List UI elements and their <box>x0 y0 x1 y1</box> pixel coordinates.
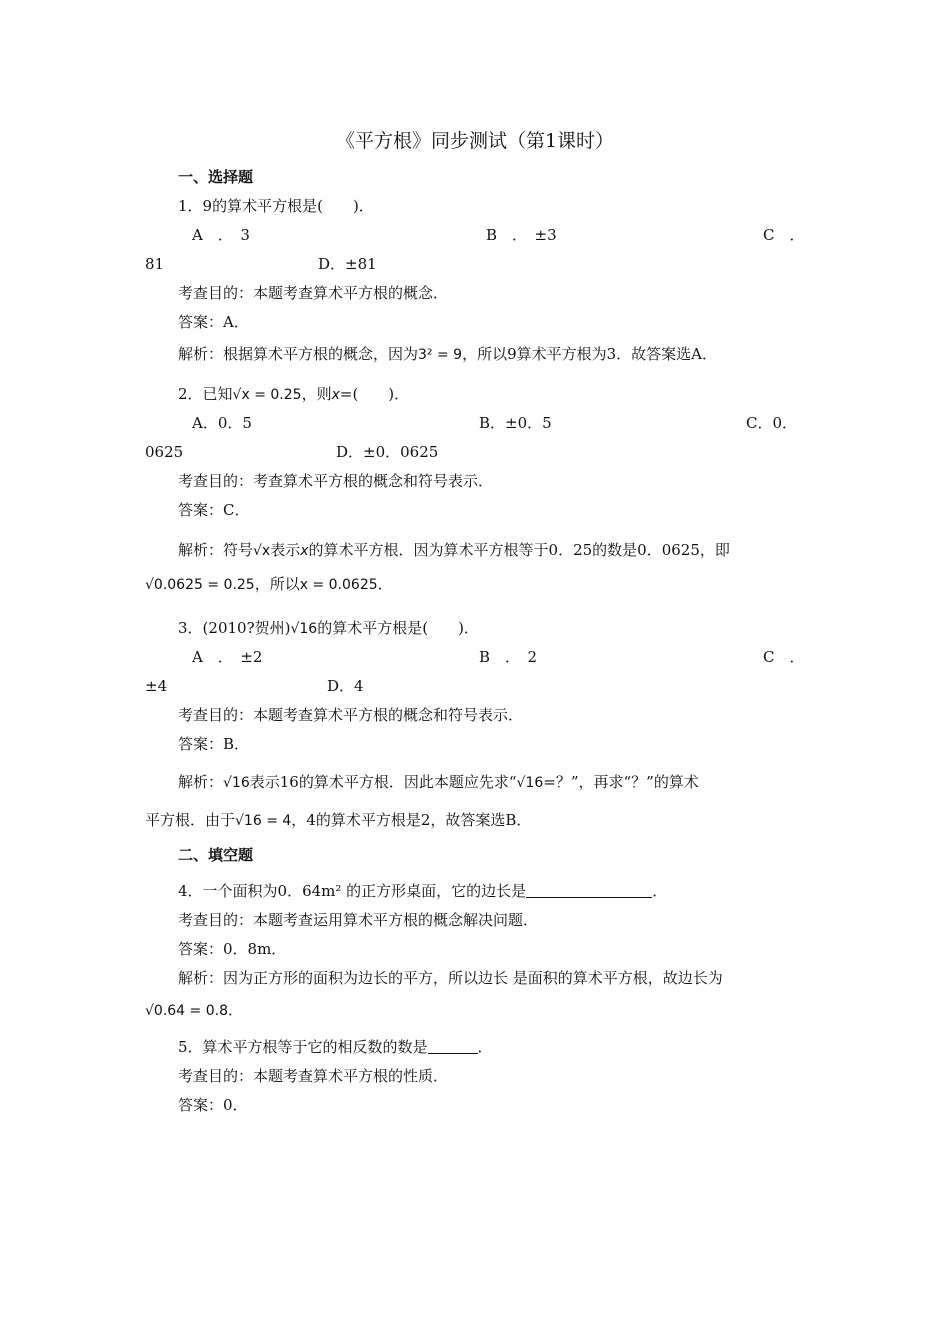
explanation-text: 解析：根据算术平方根的概念，因为 <box>178 345 419 363</box>
stem-text: 2．已知 <box>178 385 233 403</box>
stem-text: ． <box>477 1038 493 1056</box>
question-3-explanation-line2 <box>145 810 531 831</box>
question-5-answer: 答案：0． <box>178 1096 248 1114</box>
section-heading-choice: 一、选择题 <box>178 168 254 186</box>
answer-blank[interactable] <box>526 881 652 898</box>
equation-sqrt-064: √0.64 = 0.8 <box>145 1003 228 1019</box>
explanation-text: 表示16的算术平方根．因此本题应先求“ <box>249 773 517 791</box>
question-1-option-c-value: 81 <box>145 255 165 273</box>
section-heading-fill: 二、填空题 <box>178 846 254 864</box>
explanation-text: 的算术平方根．因为算术平方根等于0．25的数是0．0625，即 <box>308 541 730 559</box>
equation-sqrt-x: √x <box>253 543 271 559</box>
stem-text: 3．(2010?贺州) <box>178 619 291 637</box>
question-1-purpose: 考查目的：本题考查算术平方根的概念． <box>178 284 449 302</box>
stem-text: ． <box>652 882 668 900</box>
explanation-text: ，所以9算术平方根为3．故答案选A． <box>462 345 717 363</box>
stem-text: =( )． <box>339 385 410 403</box>
question-1-option-a: A ． 3 <box>192 226 250 244</box>
explanation-text: ． <box>377 575 393 593</box>
explanation-text: ． <box>228 1001 244 1019</box>
question-4-stem <box>178 881 667 901</box>
equation-sqrt-16: √16 <box>290 621 318 637</box>
question-4-explanation-line2 <box>145 1000 243 1021</box>
question-2-explanation-line2 <box>145 574 393 595</box>
question-1-answer: 答案：A． <box>178 313 249 331</box>
equation-x-value: x = 0.0625 <box>299 577 378 593</box>
question-1-option-b: B ． ±3 <box>486 226 557 244</box>
explanation-text: 表示 <box>270 541 301 559</box>
question-2-option-c-value: 0625 <box>145 443 184 461</box>
question-3-purpose: 考查目的：本题考查算术平方根的概念和符号表示． <box>178 706 524 724</box>
question-3-answer: 答案：B． <box>178 735 250 753</box>
question-3-option-a: A ． ±2 <box>192 648 263 666</box>
question-3-option-d: D．4 <box>327 677 364 695</box>
question-2-purpose: 考查目的：考查算术平方根的概念和符号表示． <box>178 472 494 490</box>
question-2-stem <box>178 384 409 405</box>
equation-sqrt-16-equals-4: √16 = 4 <box>235 813 292 829</box>
explanation-text: =？”，再求“？”的算术 <box>543 773 699 791</box>
question-3-explanation-line1 <box>178 772 699 793</box>
stem-text: 5．算术平方根等于它的相反数的数是 <box>178 1038 428 1056</box>
question-3-stem <box>178 618 479 639</box>
page-title: 《平方根》同步测试（第1课时） <box>335 130 615 152</box>
stem-text: ，则 <box>301 385 332 403</box>
question-2-option-d: D．±0．0625 <box>336 443 439 461</box>
equation-sqrt-16: √16 <box>516 775 544 791</box>
question-3-option-c: C ． <box>763 648 805 666</box>
explanation-text: 平方根．由于 <box>145 811 236 829</box>
question-3-option-c-value: ±4 <box>145 677 168 695</box>
question-2-explanation-line1 <box>178 540 730 561</box>
question-2-option-a: A．0．5 <box>192 414 252 432</box>
question-4-answer: 答案：0．8m． <box>178 940 287 958</box>
question-5-stem <box>178 1037 493 1057</box>
explanation-text: 解析：符号 <box>178 541 254 559</box>
equation-3-squared: 3² = 9 <box>418 347 463 363</box>
question-2-option-b: B．±0．5 <box>479 414 552 432</box>
question-4-purpose: 考查目的：本题考查运用算术平方根的概念解决问题． <box>178 911 539 929</box>
equation-sqrt-x: √x = 0.25 <box>232 387 302 403</box>
question-2-answer: 答案：C． <box>178 501 250 519</box>
variable-x: x <box>331 387 340 403</box>
equation-sqrt-0625: √0.0625 = 0.25 <box>145 577 255 593</box>
question-1-option-c: C ． <box>763 226 805 244</box>
equation-sqrt-16: √16 <box>223 775 250 791</box>
question-1-stem: 1．9的算术平方根是( )． <box>178 197 374 215</box>
question-3-option-b: B ． 2 <box>479 648 538 666</box>
question-1-explanation <box>178 344 717 365</box>
explanation-text: 解析： <box>178 773 224 791</box>
answer-blank[interactable] <box>428 1037 478 1054</box>
explanation-text: ，所以 <box>254 575 300 593</box>
question-4-explanation-line1: 解析：因为正方形的面积为边长的平方，所以边长 是面积的算术平方根，故边长为 <box>178 969 723 987</box>
question-1-option-d: D．±81 <box>318 255 377 273</box>
question-2-option-c: C．0． <box>746 414 798 432</box>
explanation-text: ，4的算术平方根是2，故答案选B． <box>291 811 532 829</box>
variable-x: x <box>300 543 309 559</box>
stem-text: 4．一个面积为0．64m² 的正方形桌面，它的边长是 <box>178 882 527 900</box>
question-5-purpose: 考查目的：本题考查算术平方根的性质． <box>178 1067 449 1085</box>
stem-text: 的算术平方根是( )． <box>317 619 479 637</box>
